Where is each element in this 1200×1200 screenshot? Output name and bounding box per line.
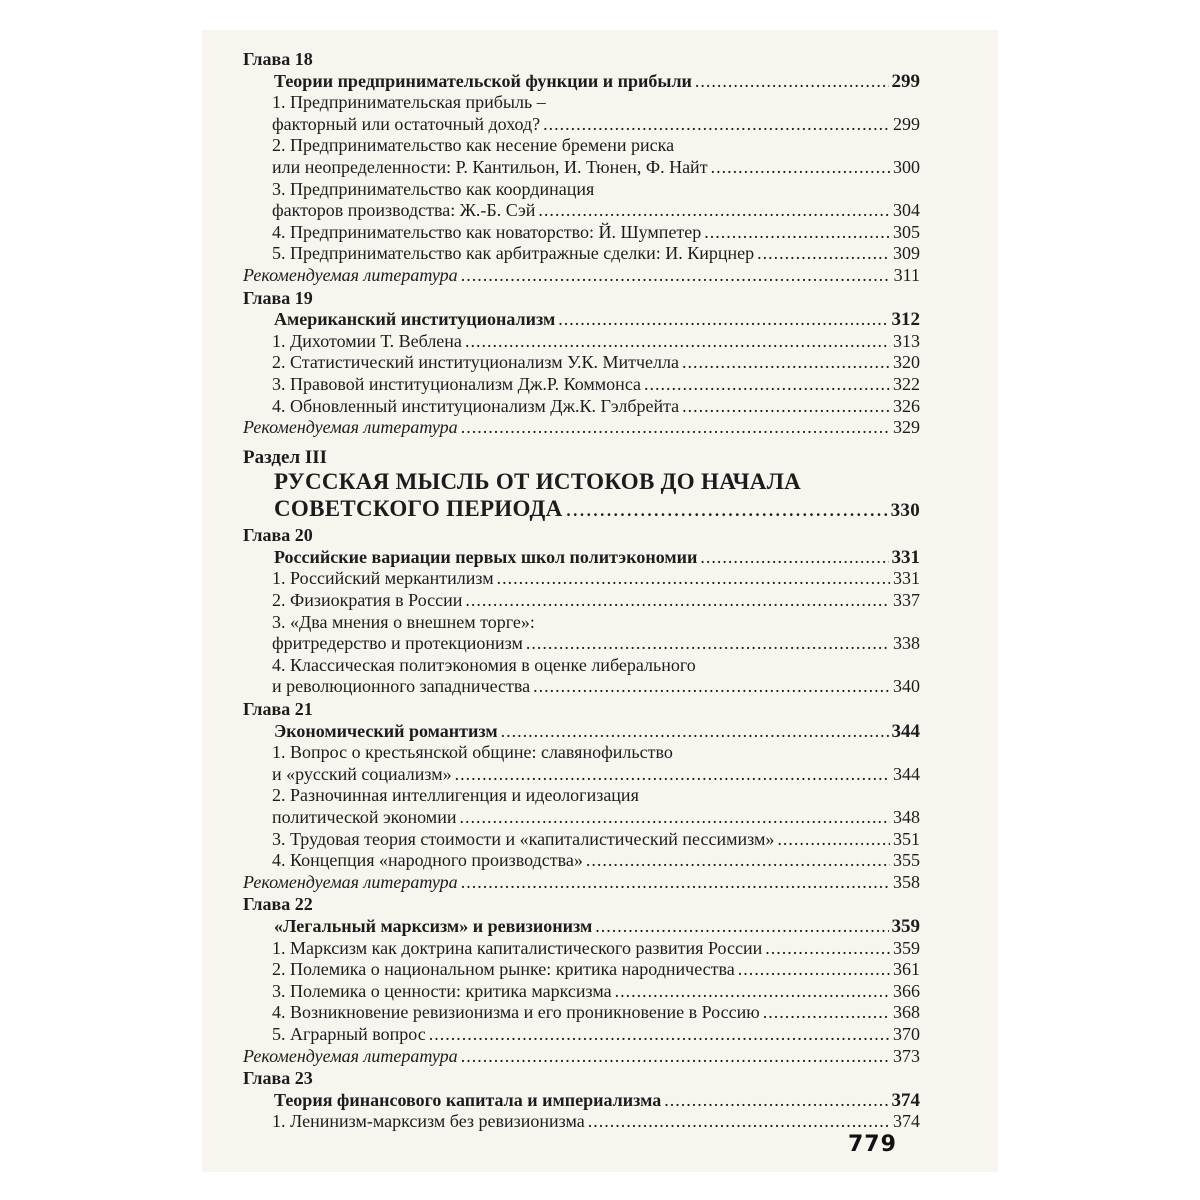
chapter-title <box>243 547 920 569</box>
chapter-heading <box>243 894 920 916</box>
toc-entry <box>243 764 920 786</box>
dot-leader <box>461 417 890 439</box>
entry-text: факторный или остаточный доход? <box>272 113 541 134</box>
entry-page-number: 320 <box>893 352 920 373</box>
dot-leader <box>711 157 890 179</box>
recommended-literature-entry <box>243 417 920 439</box>
entry-text: 2. Физиократия в России <box>272 590 463 611</box>
dot-leader <box>429 1024 890 1046</box>
entry-page-number: 329 <box>893 417 920 438</box>
entry-text: Раздел III <box>243 446 328 468</box>
entry-text: 5. Предпринимательство как арбитражные сделки: И. Кирцнер <box>272 243 755 264</box>
entry-text: 4. Обновленный институционализм Дж.К. Гэлбрейта <box>272 395 680 416</box>
entry-page-number: 358 <box>893 871 920 892</box>
entry-text: 2. Статистический институционализм У.К. Митчелла <box>272 352 679 373</box>
dot-leader <box>533 676 890 698</box>
dot-leader <box>738 959 890 981</box>
dot-leader <box>455 764 890 786</box>
entry-page-number: 311 <box>893 264 920 285</box>
entry-text: СОВЕТСКОГО ПЕРИОДА <box>274 496 563 522</box>
entry-text: 2. Предпринимательство как несение бремени риска <box>272 135 675 156</box>
entry-page-number: 361 <box>893 959 920 980</box>
entry-text: фритредерство и протекционизм <box>272 633 523 654</box>
toc-entry <box>243 633 920 655</box>
dot-leader <box>459 807 890 829</box>
toc-entry <box>243 612 920 634</box>
dot-leader <box>461 872 890 894</box>
toc-entry <box>243 850 920 872</box>
chapter-title <box>243 1090 920 1112</box>
chapter-title <box>243 916 920 938</box>
dot-leader <box>763 1002 890 1024</box>
toc-entry <box>243 742 920 764</box>
dot-leader <box>543 114 890 136</box>
entry-text: Глава 20 <box>243 525 313 546</box>
entry-text: 4. Возникновение ревизионизма и его проникновение в Россию <box>272 1002 760 1023</box>
entry-text: 3. Трудовая теория стоимости и «капиталистический пессимизм» <box>272 828 775 849</box>
entry-text: 2. Разночинная интеллигенция и идеологизация <box>272 785 639 806</box>
entry-page-number: 299 <box>893 113 920 134</box>
toc-entry <box>243 655 920 677</box>
entry-page-number: 326 <box>893 395 920 416</box>
entry-text: 5. Аграрный вопрос <box>272 1023 426 1044</box>
dot-leader <box>461 265 891 287</box>
toc-entry <box>243 114 920 136</box>
entry-page-number: 359 <box>893 937 920 958</box>
dot-leader <box>595 916 888 938</box>
entry-page-number: 330 <box>890 500 920 522</box>
recommended-literature-entry <box>243 1046 920 1068</box>
entry-text: политической экономии <box>272 807 457 827</box>
table-of-contents <box>243 48 920 1133</box>
recommended-literature-entry <box>243 872 920 894</box>
chapter-heading <box>243 288 920 310</box>
entry-text: 4. Предпринимательство как новаторство: Й. Шумпетер <box>272 221 702 242</box>
chapter-heading <box>243 49 920 71</box>
chapter-heading <box>243 699 920 721</box>
entry-page-number: 355 <box>893 850 920 871</box>
chapter-heading <box>243 1068 920 1090</box>
entry-page-number: 348 <box>893 807 920 827</box>
dot-leader <box>757 243 890 265</box>
chapter-heading <box>243 525 920 547</box>
entry-text: 1. Марксизм как доктрина капиталистического развития России <box>272 937 763 958</box>
toc-entry <box>243 243 920 265</box>
entry-text: 1. Ленинизм-марксизм без ревизионизма <box>272 1111 585 1132</box>
entry-text: 1. Вопрос о крестьянской общине: славянофильство <box>272 742 673 763</box>
entry-text: 2. Полемика о национальном рынке: критика народничества <box>272 959 735 980</box>
entry-page-number: 309 <box>893 243 920 264</box>
dot-leader <box>588 1111 890 1133</box>
entry-text: Глава 19 <box>243 287 313 308</box>
entry-page-number: 312 <box>891 309 920 331</box>
entry-text: «Легальный марксизм» и ревизионизм <box>274 915 593 936</box>
toc-entry <box>243 676 920 698</box>
entry-page-number: 331 <box>893 568 920 589</box>
toc-entry <box>243 829 920 851</box>
dot-leader <box>682 396 890 418</box>
entry-text: Глава 21 <box>243 699 313 720</box>
entry-page-number: 337 <box>893 590 920 611</box>
dot-leader <box>704 222 890 244</box>
dot-leader <box>664 1090 888 1112</box>
entry-page-number: 374 <box>891 1089 920 1111</box>
toc-entry <box>243 981 920 1003</box>
entry-text: 4. Концепция «народного производства» <box>272 850 583 871</box>
recommended-literature-entry <box>243 265 920 287</box>
entry-text: или неопределенности: Р. Кантильон, И. Тюнен, Ф. Найт <box>272 156 708 177</box>
toc-entry <box>243 785 920 807</box>
entry-text: Рекомендуемая литература <box>243 264 458 285</box>
entry-page-number: 338 <box>893 633 920 654</box>
entry-page-number: 305 <box>893 221 920 242</box>
entry-text: Рекомендуемая литература <box>243 871 458 892</box>
entry-page-number: 344 <box>891 720 920 742</box>
entry-text: и «русский социализм» <box>272 763 452 784</box>
dot-leader <box>682 352 890 374</box>
entry-text: Рекомендуемая литература <box>243 1045 458 1066</box>
entry-text: Американский институционализм <box>274 309 556 330</box>
dot-leader <box>644 374 890 396</box>
entry-page-number: 374 <box>893 1111 920 1132</box>
toc-entry <box>243 374 920 396</box>
dot-leader <box>465 590 890 612</box>
entry-text: Глава 22 <box>243 894 313 915</box>
entry-text: 1. Российский меркантилизм <box>272 568 494 589</box>
dot-leader <box>765 938 890 960</box>
toc-entry <box>243 568 920 590</box>
dot-leader <box>558 309 888 331</box>
dot-leader <box>700 547 888 569</box>
entry-text: Глава 18 <box>243 49 313 69</box>
entry-text: 3. Предпринимательство как координация <box>272 178 595 199</box>
chapter-title <box>243 721 920 743</box>
entry-text: 3. Полемика о ценности: критика марксизма <box>272 980 612 1001</box>
entry-page-number: 368 <box>893 1002 920 1023</box>
toc-entry <box>243 396 920 418</box>
entry-page-number: 300 <box>893 156 920 177</box>
toc-entry <box>243 179 920 201</box>
toc-entry <box>243 959 920 981</box>
entry-text: и революционного западничества <box>272 676 531 697</box>
chapter-title <box>243 71 920 93</box>
entry-text: 4. Классическая политэкономия в оценке либерального <box>272 654 696 675</box>
dot-leader <box>695 71 889 93</box>
dot-leader <box>615 981 890 1003</box>
dot-leader <box>566 495 888 522</box>
entry-text: Теории предпринимательской функции и прибыли <box>274 70 692 91</box>
entry-page-number: 299 <box>891 70 920 92</box>
entry-page-number: 304 <box>893 200 920 221</box>
entry-page-number: 340 <box>893 676 920 697</box>
entry-text: 3. Правовой институционализм Дж.Р. Коммонса <box>272 373 642 394</box>
dot-leader <box>461 1046 890 1068</box>
entry-text: Рекомендуемая литература <box>243 417 458 438</box>
entry-page-number: 370 <box>893 1023 920 1044</box>
entry-page-number: 366 <box>893 980 920 1001</box>
toc-entry <box>243 1002 920 1024</box>
dot-leader <box>465 331 890 353</box>
entry-page-number: 331 <box>891 546 920 568</box>
entry-text: 3. «Два мнения о внешнем торге»: <box>272 611 535 632</box>
dot-leader <box>538 200 890 222</box>
entry-page-number: 351 <box>893 828 920 849</box>
entry-page-number: 373 <box>893 1045 920 1066</box>
dot-leader <box>526 633 890 655</box>
section-title <box>243 468 920 495</box>
toc-entry <box>243 222 920 244</box>
entry-page-number: 359 <box>891 915 920 937</box>
toc-entry <box>243 590 920 612</box>
entry-text: 1. Предпринимательская прибыль – <box>272 92 546 113</box>
dot-leader <box>777 829 890 851</box>
entry-text: Глава 23 <box>243 1068 313 1089</box>
toc-entry <box>243 200 920 222</box>
dot-leader <box>501 721 889 743</box>
entry-text: Теория финансового капитала и империализма <box>274 1089 662 1110</box>
section-title <box>243 495 920 524</box>
entry-page-number: 322 <box>893 373 920 394</box>
toc-entry <box>243 807 920 829</box>
dot-leader <box>497 568 890 590</box>
entry-text: РУССКАЯ МЫСЛЬ ОТ ИСТОКОВ ДО НАЧАЛА <box>274 469 802 495</box>
entry-text: Российские вариации первых школ политэкономии <box>274 546 698 567</box>
toc-entry <box>243 1024 920 1046</box>
toc-entry <box>243 135 920 157</box>
toc-entry <box>243 92 920 114</box>
entry-text: Экономический романтизм <box>274 720 498 741</box>
toc-entry <box>243 1111 920 1133</box>
entry-page-number: 313 <box>893 330 920 351</box>
toc-entry <box>243 331 920 353</box>
entry-text: 1. Дихотомии Т. Веблена <box>272 330 462 351</box>
section-heading <box>243 447 920 469</box>
page-number: 779 <box>848 1132 897 1157</box>
toc-entry <box>243 938 920 960</box>
entry-page-number: 344 <box>893 763 920 784</box>
chapter-title <box>243 309 920 331</box>
dot-leader <box>586 850 890 872</box>
toc-entry <box>243 352 920 374</box>
entry-text: факторов производства: Ж.-Б. Сэй <box>272 200 536 221</box>
toc-entry <box>243 157 920 179</box>
